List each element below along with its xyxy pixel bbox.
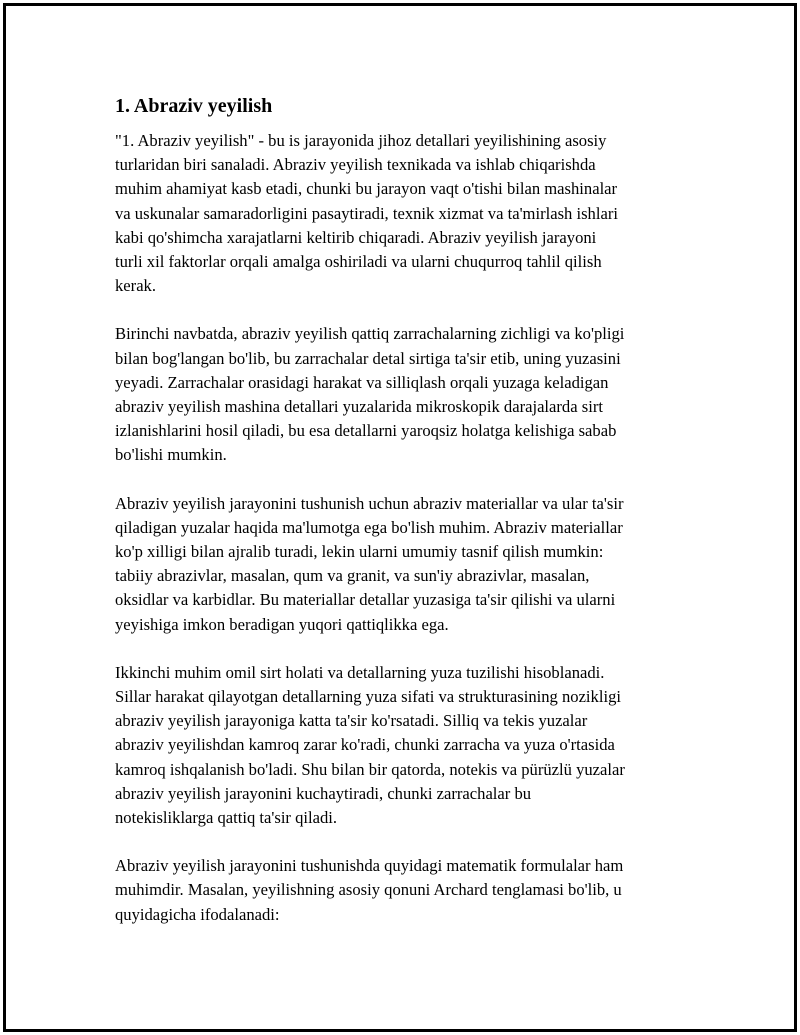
paragraph-5: Abraziv yeyilish jarayonini tushunishda quyidagi matematik formulalar ham muhimdir. Masalan, yeyilishning asosiy qonuni Archard tenglamasi bo'lib, u quyidagicha ifodalanadi: (115, 856, 624, 924)
document-body (115, 93, 695, 951)
paragraph-3: Abraziv yeyilish jarayonini tushunish uchun abraziv materiallar va ular ta'sir qiladigan yuzalar haqida ma'lumotga ega bo'lish muhim. Abraziv materiallar ko'p xilligi bilan ajralib turadi, lekin ularni umumiy tasnif qilish mumkin: tabiiy abrazivlar, masalan, qum va granit, va sun'iy abrazivlar, masalan, oksidlar va karbidlar. Bu materiallar detallar yuzasiga ta'sir qilishi va ularni yeyishiga imkon beradigan yuqori qattiqlikka ega. (115, 493, 624, 634)
section-heading: 1. Abraziv yeyilish (115, 95, 273, 117)
paragraph-1: "1. Abraziv yeyilish" - bu is jarayonida jihoz detallari yeyilishining asosiy turlaridan biri sanaladi. Abraziv yeyilish texnikada va ishlab chiqarishda muhim ahamiyat kasb etadi, chunki bu jarayon vaqt o'tishi bilan mashinalar va uskunalar samaradorligini pasaytiradi, texnik xizmat va ta'mirlash ishlari kabi qo'shimcha xarajatlarni keltirib chiqaradi. Abraziv yeyilish jarayoni turli xil faktorlar orqali amalga oshiriladi va ularni chuqurroq tahlil qilish kerak. (115, 131, 618, 296)
paragraph-2: Birinchi navbatda, abraziv yeyilish qattiq zarrachalarning zichligi va ko'pligi bilan bog'langan bo'lib, bu zarrachalar detal sirtiga ta'sir etib, uning yuzasini yeyadi. Zarrachalar orasidagi harakat va silliqlash orqali yuzaga keladigan abraziv yeyilish mashina detallari yuzalarida mikroskopik darajalarda sirt izlanishlarini hosil qiladi, bu esa detallarni yaroqsiz holatga kelishiga sabab bo'lishi mumkin. (115, 324, 625, 465)
paragraph-4: Ikkinchi muhim omil sirt holati va detallarning yuza tuzilishi hisoblanadi. Sillar harakat qilayotgan detallarning yuza sifati va strukturasining nozikligi abraziv yeyilish jarayoniga katta ta'sir ko'rsatadi. Silliq va tekis yuzalar abraziv yeyilishdan kamroq zarar ko'radi, chunki zarracha va yuza o'rtasida kamroq ishqalanish bo'ladi. Shu bilan bir qatorda, notekis va pürüzlü yuzalar abraziv yeyilish jarayonini kuchaytiradi, chunki zarrachalar bu notekisliklarga qattiq ta'sir qiladi. (115, 662, 625, 828)
